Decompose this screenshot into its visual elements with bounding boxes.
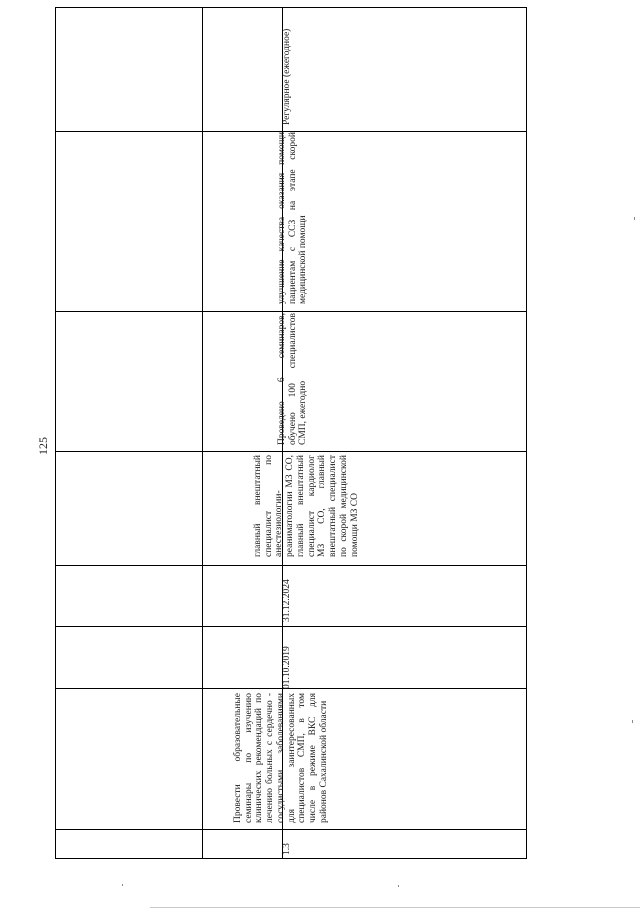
table-divider	[56, 311, 526, 312]
scan-speck	[398, 885, 399, 887]
scan-speck	[634, 217, 635, 220]
responsible-cell: главный внештатный специалист по анестезиологии-реаниматологии МЗ СО, главный внештатный специалист кардиолог МЗ СО, главный внештатный специалист по скорой медицинской помощи МЗ СО	[253, 455, 360, 557]
plan-table	[55, 7, 527, 859]
end-date-cell: 31.12.2024	[282, 579, 292, 622]
page-number: 125	[36, 437, 50, 455]
row-number: 1.3	[282, 843, 292, 855]
periodicity-cell: Регулярное (ежегодное)	[282, 28, 292, 125]
table-divider	[56, 829, 526, 830]
result-cell: Проведено 6 семинаров, обучено 100 специалистов СМП, ежегодно	[277, 313, 309, 445]
scan-speck	[122, 884, 123, 886]
effect-cell: улучшение качества оказания помощи пациентам с ССЗ на этапе скорой медицинской помощи	[277, 132, 309, 304]
table-divider	[56, 626, 526, 627]
scan-speck	[632, 720, 633, 723]
start-date-cell: 01.10.2019	[282, 646, 292, 689]
table-divider	[202, 8, 203, 858]
measure-cell: Провести образовательные семинары по изучению клинических рекомендаций по лечению больных с сердечно - сосудистыми заболеваниями для заинтересованных специалистов СМП, в том числе в режиме ВКС для районов Сахалинской области	[233, 693, 329, 823]
scan-edge	[150, 907, 640, 908]
table-divider	[56, 451, 526, 452]
